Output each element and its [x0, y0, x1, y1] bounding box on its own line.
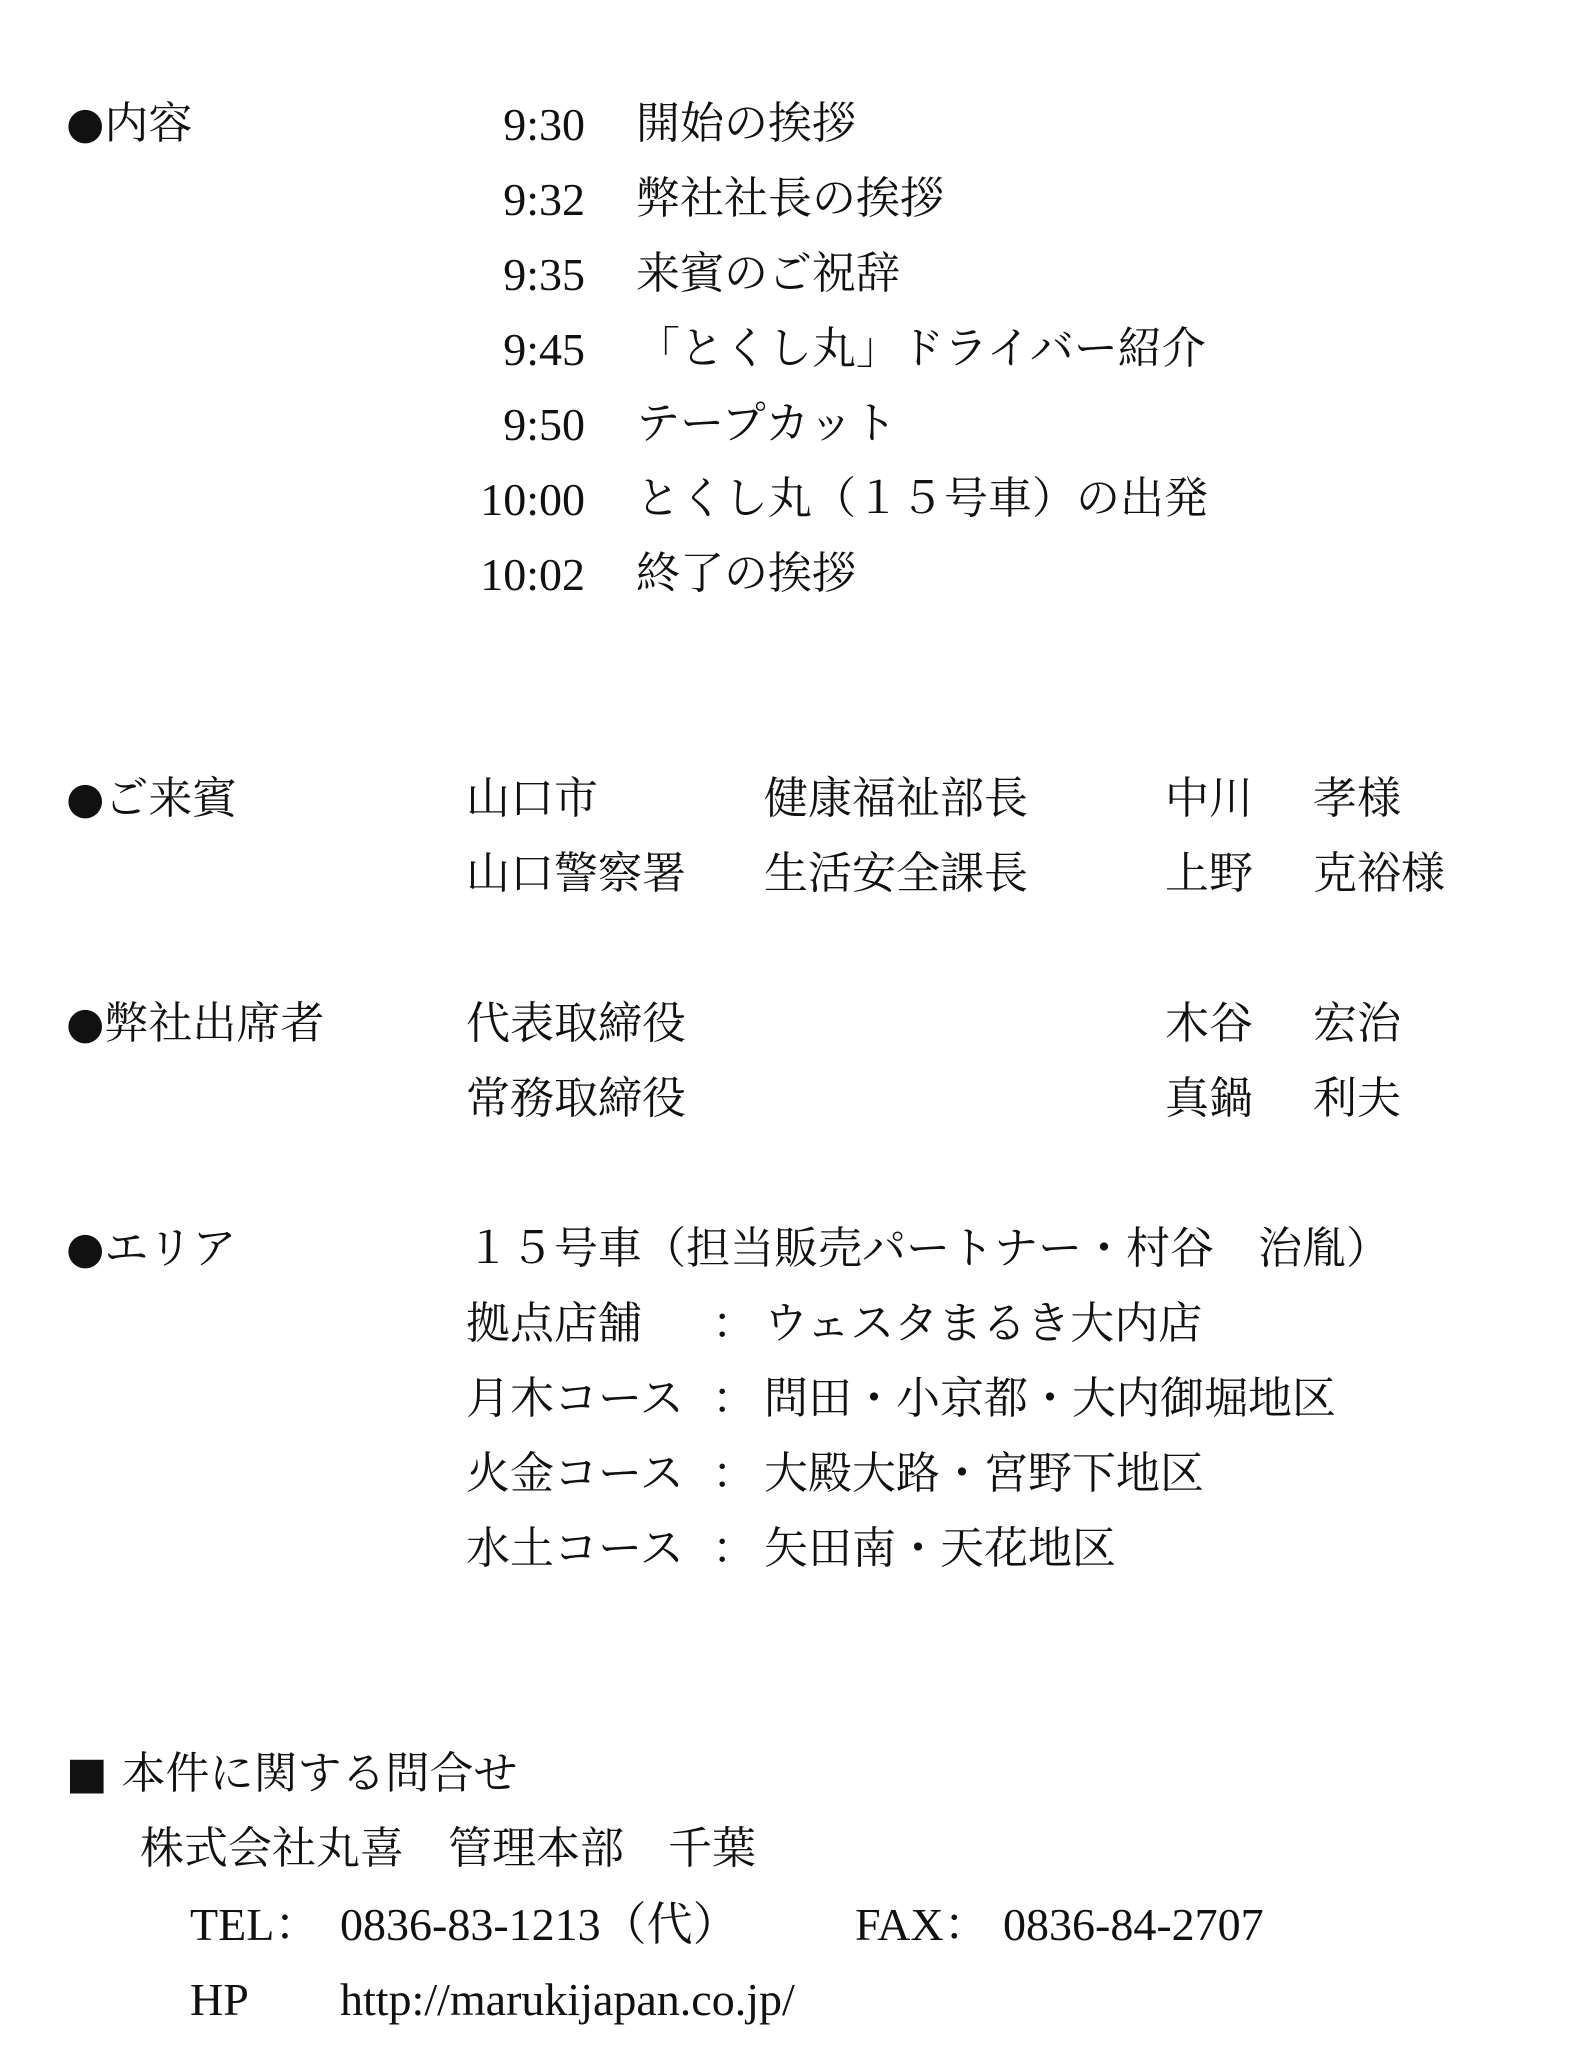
schedule-item: とくし丸（１５号車）の出発: [636, 473, 1208, 524]
guest-org: 山口警察署: [466, 848, 686, 899]
schedule-time: 9:45: [503, 324, 585, 375]
guest-surname: 中川: [1165, 773, 1253, 824]
area-label: 水土コース: [466, 1523, 684, 1574]
tel-number: 0836-83-1213（代）: [340, 1899, 739, 1950]
contact-heading: ■ 本件に関する問合せ: [66, 1748, 518, 1799]
schedule-time: 10:02: [480, 549, 585, 600]
schedule-item: 終了の挨拶: [636, 548, 856, 599]
hp-label: HP: [190, 1974, 249, 2025]
area-value: 大殿大路・宮野下地区: [764, 1448, 1204, 1499]
tel-label: TEL：: [190, 1899, 321, 1950]
guest-surname: 上野: [1165, 848, 1253, 899]
schedule-item: 開始の挨拶: [636, 98, 856, 149]
area-separator: ：: [712, 1523, 756, 1574]
contact-company: 株式会社丸喜 管理本部 千葉: [140, 1823, 756, 1874]
fax-number: 0836-84-2707: [1003, 1899, 1264, 1950]
schedule-item: 来賓のご祝辞: [636, 248, 900, 299]
attendee-given: 利夫: [1313, 1073, 1401, 1124]
fax-label: FAX：: [855, 1899, 990, 1950]
schedule-time: 10:00: [480, 474, 585, 525]
area-vehicle: １５号車（担当販売パートナー・村谷 治胤）: [466, 1223, 1390, 1274]
area-label: 月木コース: [466, 1373, 684, 1424]
schedule-item: 「とくし丸」ドライバー紹介: [636, 323, 1206, 374]
attendees-heading: ●弊社出席者: [66, 998, 325, 1049]
schedule-item: 弊社社長の挨拶: [636, 173, 944, 224]
schedule-time: 9:32: [503, 174, 585, 225]
schedule-item: テープカット: [636, 398, 897, 449]
area-separator: ：: [712, 1373, 756, 1424]
guest-given: 孝様: [1313, 773, 1401, 824]
attendee-title: 常務取締役: [466, 1073, 686, 1124]
area-value: 問田・小京都・大内御堀地区: [764, 1373, 1336, 1424]
attendee-surname: 真鍋: [1165, 1073, 1253, 1124]
schedule-time: 9:35: [503, 249, 585, 300]
attendee-surname: 木谷: [1165, 998, 1253, 1049]
attendee-title: 代表取締役: [466, 998, 686, 1049]
contents-heading: ●内容: [66, 98, 193, 149]
area-separator: ：: [712, 1448, 756, 1499]
area-separator: ：: [712, 1298, 756, 1349]
area-label: 拠点店舗: [466, 1298, 642, 1349]
area-heading: ●エリア: [66, 1223, 237, 1274]
guests-heading: ●ご来賓: [66, 773, 237, 824]
guest-title: 生活安全課長: [764, 848, 1028, 899]
guest-given: 克裕様: [1313, 848, 1445, 899]
hp-url[interactable]: http://marukijapan.co.jp/: [340, 1974, 795, 2025]
area-value: ウェスタまるき大内店: [764, 1298, 1203, 1349]
attendee-given: 宏治: [1313, 998, 1401, 1049]
guest-title: 健康福祉部長: [764, 773, 1028, 824]
schedule-time: 9:30: [503, 99, 585, 150]
schedule-time: 9:50: [503, 399, 585, 450]
guest-org: 山口市: [466, 773, 598, 824]
area-label: 火金コース: [466, 1448, 684, 1499]
area-value: 矢田南・天花地区: [764, 1523, 1116, 1574]
